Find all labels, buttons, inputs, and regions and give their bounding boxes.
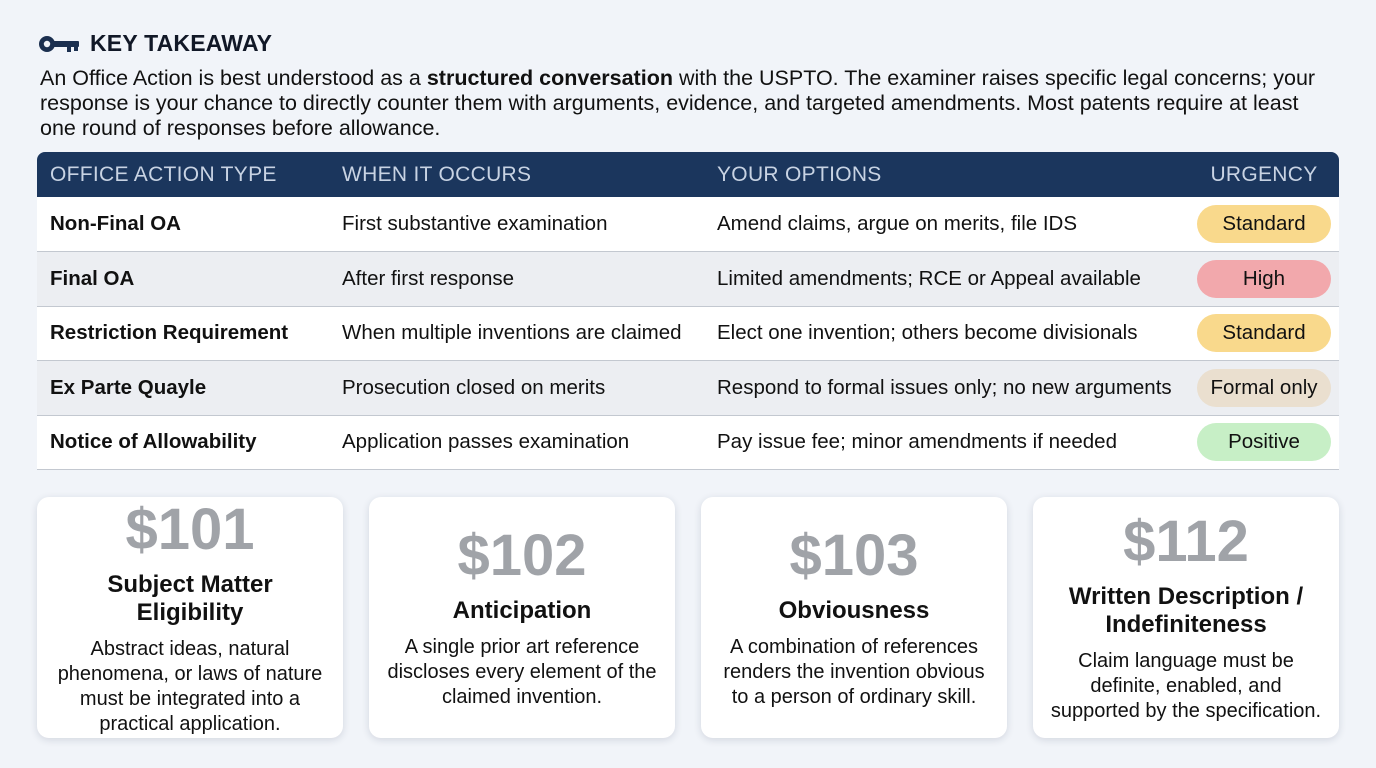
cell-when: Prosecution closed on merits xyxy=(329,361,704,416)
column-header-when: WHEN IT OCCURS xyxy=(342,162,532,186)
cell-options: Elect one invention; others become divisionals xyxy=(704,306,1189,361)
cell-urgency xyxy=(1189,361,1339,416)
table-header-row xyxy=(37,152,1339,197)
statute-code: $102 xyxy=(457,523,587,588)
cell-options: Respond to formal issues only; no new arguments xyxy=(704,361,1189,416)
table-row xyxy=(37,415,1339,470)
takeaway-title: KEY TAKEAWAY xyxy=(90,30,273,56)
cell-type: Final OA xyxy=(37,252,329,307)
statute-card xyxy=(369,497,675,738)
cell-urgency xyxy=(1189,415,1339,470)
table-body xyxy=(37,197,1339,470)
takeaway-text-emphasis: structured conversation xyxy=(426,66,673,90)
card-description: Abstract ideas, natural phenomena, or laws of nature must be integrated into a practical application. xyxy=(57,637,323,735)
takeaway-text-end: with the USPTO. The examiner raises specific legal concerns; your response is your chance to directly counter them with arguments, evidence, and targeted amendments. Most patents require at least one round of responses before allowance. xyxy=(40,66,1316,140)
statute-code: $103 xyxy=(789,523,919,588)
cell-when: After first response xyxy=(329,252,704,307)
cell-urgency xyxy=(1189,252,1339,307)
card-description: A single prior art reference discloses every element of the claimed invention. xyxy=(387,636,657,708)
urgency-badge: Positive xyxy=(1197,423,1331,461)
office-action-table xyxy=(37,152,1339,470)
table-row xyxy=(37,361,1339,416)
statute-code: $101 xyxy=(125,496,255,562)
statute-cards xyxy=(37,497,1339,738)
table-row xyxy=(37,197,1339,252)
card-description: Claim language must be definite, enabled, and supported by the specification. xyxy=(1050,650,1322,722)
key-icon xyxy=(38,34,80,54)
card-description: A combination of references renders the invention obvious to a person of ordinary skill. xyxy=(723,636,985,708)
urgency-badge: High xyxy=(1197,260,1331,298)
takeaway-text xyxy=(40,66,1340,141)
urgency-badge: Standard xyxy=(1197,314,1331,352)
card-title: Subject Matter Eligibility xyxy=(107,570,273,626)
statute-card xyxy=(37,497,343,738)
statute-card xyxy=(1033,497,1339,738)
cell-options: Limited amendments; RCE or Appeal available xyxy=(704,252,1189,307)
cell-type: Ex Parte Quayle xyxy=(37,361,329,416)
urgency-badge: Standard xyxy=(1197,205,1331,243)
takeaway-text-start: An Office Action is best understood as a xyxy=(40,66,427,90)
cell-when: When multiple inventions are claimed xyxy=(329,306,704,361)
statute-card xyxy=(701,497,1007,738)
column-header-options: YOUR OPTIONS xyxy=(717,162,882,186)
cell-type: Non-Final OA xyxy=(37,197,329,252)
card-title: Anticipation xyxy=(452,597,592,624)
key-takeaway-header xyxy=(38,30,272,57)
cell-options: Amend claims, argue on merits, file IDS xyxy=(704,197,1189,252)
cell-urgency xyxy=(1189,306,1339,361)
card-title: Written Description / Indefiniteness xyxy=(1068,583,1304,638)
cell-options: Pay issue fee; minor amendments if needed xyxy=(704,415,1189,470)
statute-code: $112 xyxy=(1123,509,1249,574)
cell-type: Notice of Allowability xyxy=(37,415,329,470)
cell-when: Application passes examination xyxy=(329,415,704,470)
cell-when: First substantive examination xyxy=(329,197,704,252)
cell-urgency xyxy=(1189,197,1339,252)
table-row xyxy=(37,252,1339,307)
column-header-urgency: URGENCY xyxy=(1210,162,1318,186)
card-title: Obviousness xyxy=(778,597,930,624)
urgency-badge: Formal only xyxy=(1197,369,1331,407)
cell-type: Restriction Requirement xyxy=(37,306,329,361)
column-header-type: OFFICE ACTION TYPE xyxy=(50,162,277,186)
table-row xyxy=(37,306,1339,361)
